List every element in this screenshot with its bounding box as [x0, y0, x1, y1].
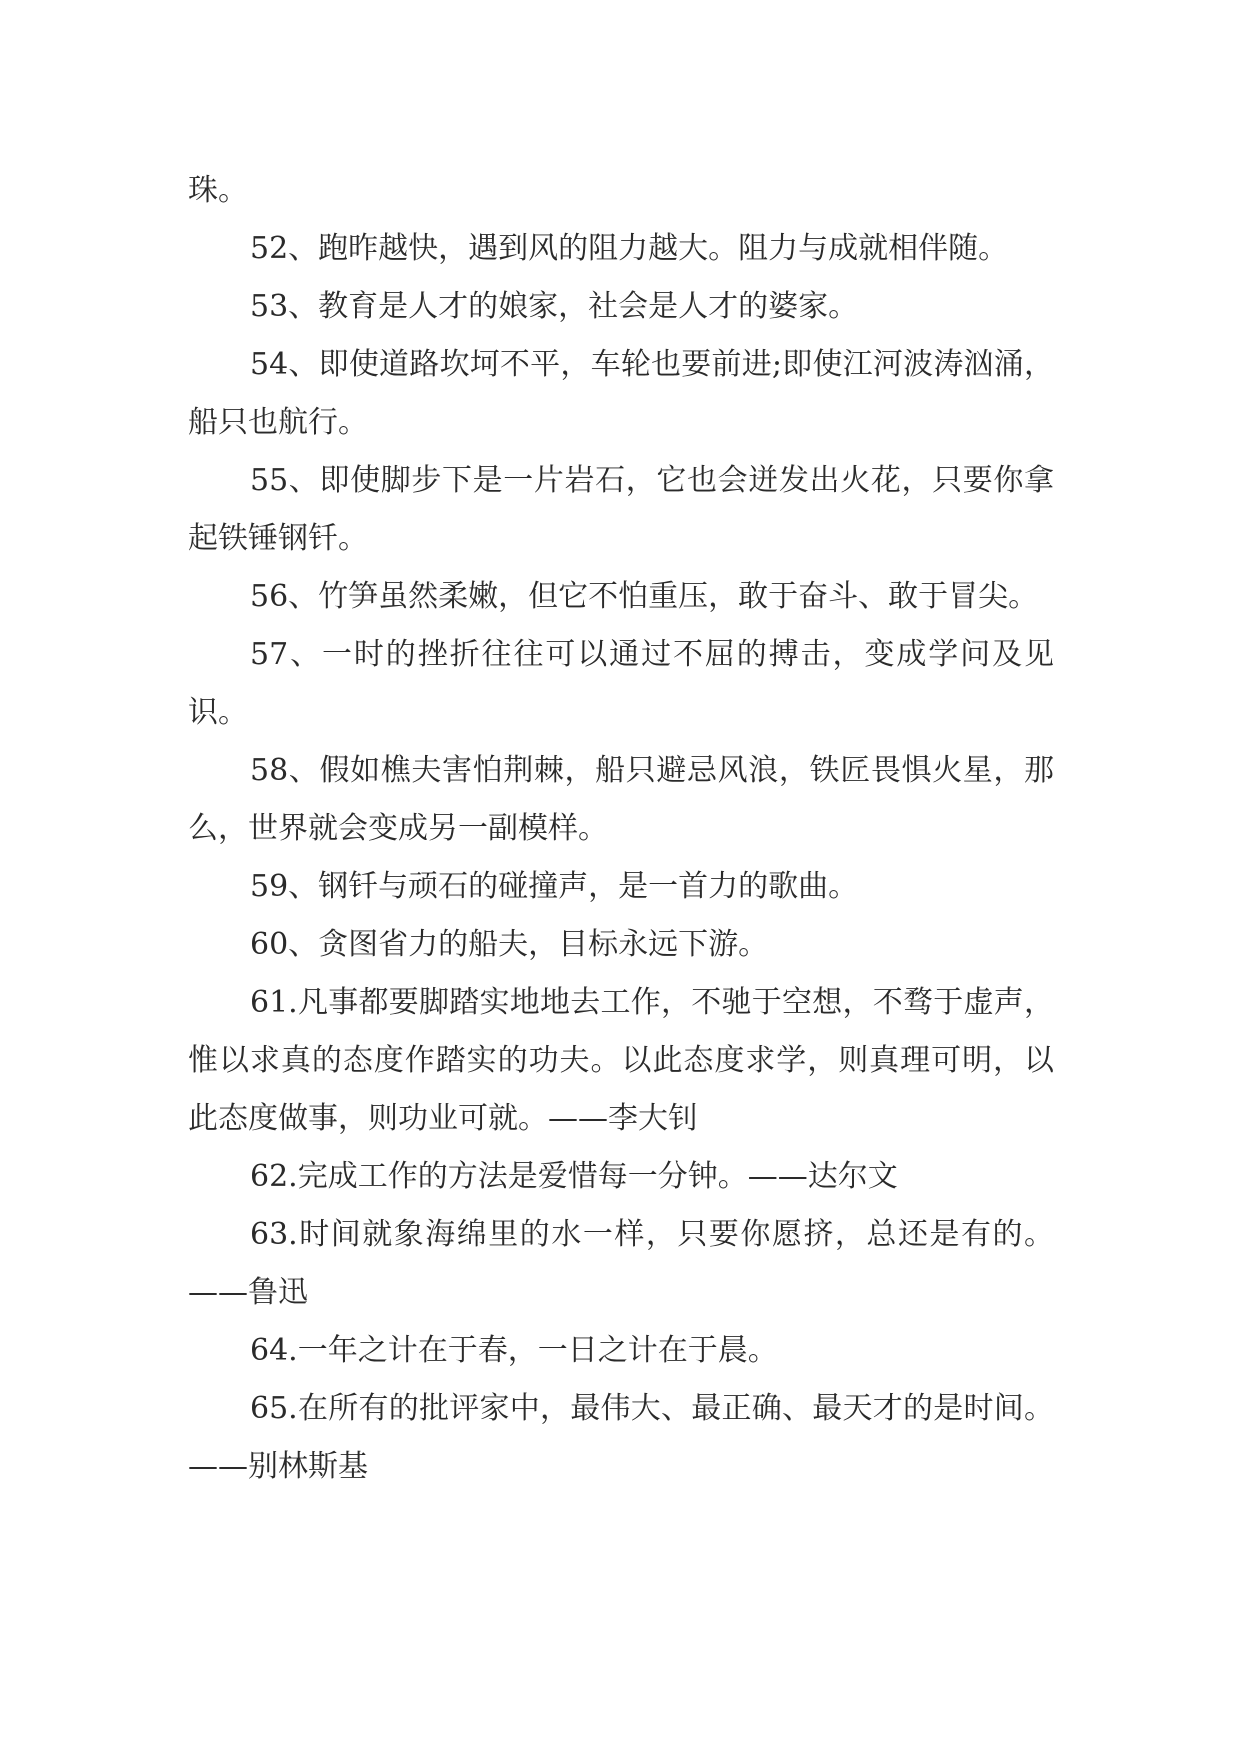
paragraph-61: 61.凡事都要脚踏实地地去工作，不驰于空想，不骛于虚声，惟以求真的态度作踏实的功夫。以此态度求学，则真理可明，以此态度做事，则功业可就。——李大钊 — [188, 985, 1054, 1136]
paragraph-65: 65.在所有的批评家中，最伟大、最正确、最天才的是时间。——别林斯基 — [188, 1391, 1054, 1484]
paragraph-54: 54、即使道路坎坷不平，车轮也要前进;即使江河波涛汹涌，船只也航行。 — [188, 347, 1054, 440]
paragraph-continuation: 珠。 — [188, 173, 248, 208]
paragraph-64: 64.一年之计在于春，一日之计在于晨。 — [250, 1333, 778, 1368]
paragraph-58: 58、假如樵夫害怕荆棘，船只避忌风浪，铁匠畏惧火星，那么，世界就会变成另一副模样。 — [188, 753, 1054, 846]
paragraph-56: 56、竹笋虽然柔嫩，但它不怕重压，敢于奋斗、敢于冒尖。 — [250, 579, 1039, 614]
paragraph-57: 57、一时的挫折往往可以通过不屈的搏击，变成学问及见识。 — [188, 637, 1054, 730]
paragraph-63: 63.时间就象海绵里的水一样，只要你愿挤，总还是有的。——鲁迅 — [188, 1217, 1054, 1310]
paragraph-62: 62.完成工作的方法是爱惜每一分钟。——达尔文 — [250, 1159, 898, 1194]
paragraph-52: 52、跑昨越快，遇到风的阻力越大。阻力与成就相伴随。 — [250, 231, 1009, 266]
document-body — [188, 162, 1054, 1496]
paragraph-60: 60、贪图省力的船夫，目标永远下游。 — [250, 927, 769, 962]
paragraph-53: 53、教育是人才的娘家，社会是人才的婆家。 — [250, 289, 859, 324]
paragraph-55: 55、即使脚步下是一片岩石，它也会迸发出火花，只要你拿起铁锤钢钎。 — [188, 463, 1054, 556]
paragraph-59: 59、钢钎与顽石的碰撞声，是一首力的歌曲。 — [250, 869, 859, 904]
